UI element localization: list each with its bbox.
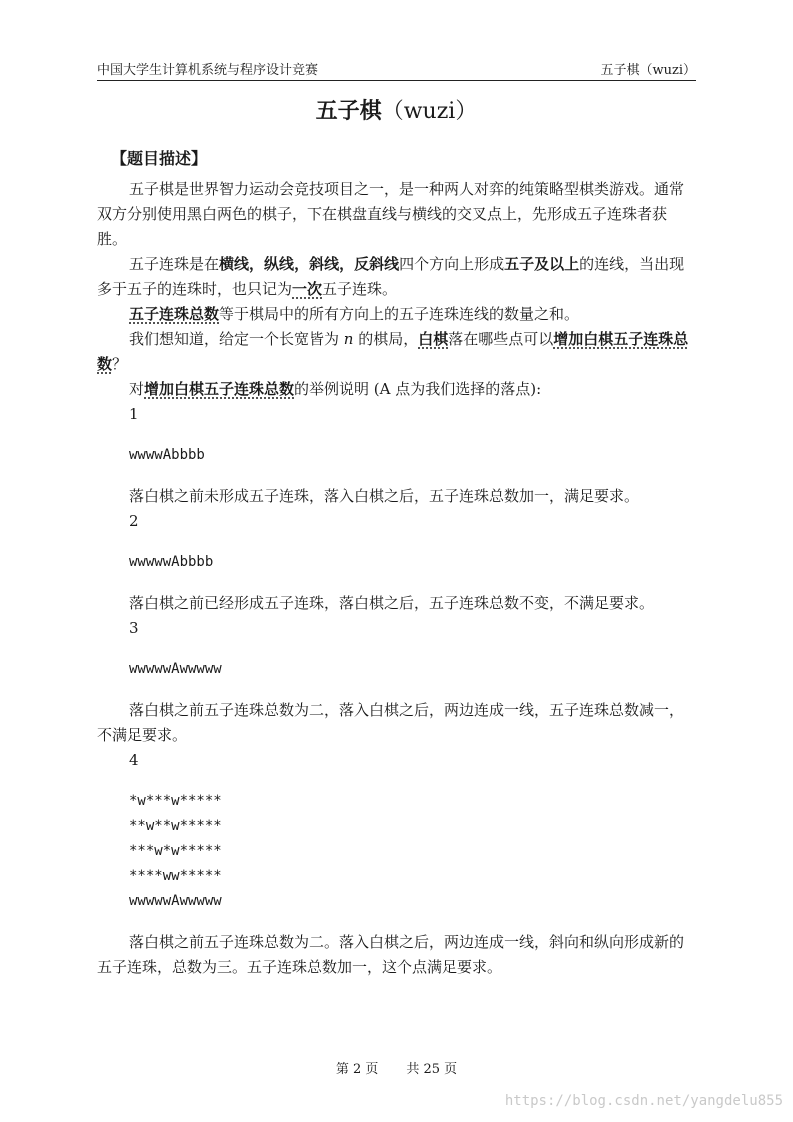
- title-paren: （wuzi）: [381, 99, 478, 124]
- bold-term: 反斜线: [354, 255, 400, 273]
- example-number: 3: [129, 619, 139, 637]
- variable-n: n: [343, 330, 354, 348]
- example-board-line: ****ww*****: [129, 868, 222, 884]
- example-board-line: ***w*w*****: [129, 843, 222, 859]
- paragraph-intro: 五子棋是世界智力运动会竞技项目之一，是一种两人对弈的纯策略型棋类游戏。通常双方分别使用黑白两色的棋子，下在棋盘直线与横线的交叉点上，先形成五子连珠者获胜。: [97, 180, 685, 248]
- page-footer: [0, 1058, 793, 1077]
- page-number: 第 2 页: [335, 1062, 379, 1077]
- example-number: 1: [129, 405, 139, 423]
- example-board-line: wwwwwAwwwww: [129, 893, 222, 909]
- example-board-line: wwwwwAbbbb: [129, 554, 214, 570]
- text: 等于棋局中的所有方向上的五子连珠连线的数量之和。: [219, 305, 580, 323]
- paragraph-question: [97, 327, 696, 377]
- text: 五子连珠。: [322, 280, 398, 298]
- emphasis-term: 五子连珠总数: [129, 305, 220, 323]
- text: 的举例说明 (A 点为我们选择的落点):: [294, 380, 542, 398]
- text: 五子连珠是在: [129, 255, 220, 273]
- bold-term: 横线: [219, 255, 250, 273]
- header-right-text: 五子棋（wuzi）: [600, 63, 696, 78]
- text: 我们想知道，给定一个长宽皆为: [129, 330, 344, 348]
- emphasis-term: 增加白棋五子连珠总数: [144, 380, 295, 398]
- example-number: 2: [129, 512, 139, 530]
- text: ，: [249, 255, 265, 273]
- example-board-line: **w**w*****: [129, 818, 222, 834]
- example-board-line: wwwwAbbbb: [129, 447, 205, 463]
- bold-term: 五子及以上: [504, 255, 580, 273]
- document-body: [97, 146, 696, 980]
- watermark-url: https://blog.csdn.net/yangdelu855: [504, 1093, 783, 1109]
- text: 四个方向上形成: [399, 255, 505, 273]
- document-title: [0, 94, 793, 125]
- text: ，: [294, 255, 310, 273]
- text: 的棋局，: [353, 330, 419, 348]
- paragraph-definition: [97, 252, 696, 302]
- example-board-line: *w***w*****: [129, 793, 222, 809]
- text: 落在哪些点可以: [448, 330, 554, 348]
- page-total: 共 25 页: [406, 1062, 458, 1077]
- title-main: 五子棋: [315, 99, 382, 124]
- section-heading: 【题目描述】: [111, 149, 208, 168]
- page-header: [97, 56, 696, 81]
- emphasis-term: 一次: [292, 280, 323, 298]
- bold-term: 纵线: [264, 255, 295, 273]
- example-description: 落白棋之前五子连珠总数为二，落入白棋之后，两边连成一线，五子连珠总数减一，不满足要求。: [97, 701, 685, 744]
- example-description: 落白棋之前未形成五子连珠，落入白棋之后，五子连珠总数加一，满足要求。: [129, 487, 640, 505]
- example-number: 4: [129, 751, 139, 769]
- bold-term: 斜线: [309, 255, 340, 273]
- paragraph-examples-intro: [97, 377, 696, 402]
- text: 对: [129, 380, 145, 398]
- emphasis-term: 增加白棋五子连珠总数: [97, 330, 689, 373]
- emphasis-term: 白棋: [418, 330, 449, 348]
- paragraph-total-definition: [97, 302, 696, 327]
- header-left-text: 中国大学生计算机系统与程序设计竞赛: [97, 63, 319, 78]
- text: ，: [339, 255, 355, 273]
- text: ？: [112, 355, 128, 373]
- example-description: 落白棋之前已经形成五子连珠，落白棋之后，五子连珠总数不变，不满足要求。: [129, 594, 655, 612]
- example-description: 落白棋之前五子连珠总数为二。落入白棋之后，两边连成一线，斜向和纵向形成新的五子连珠，总数为三。五子连珠总数加一，这个点满足要求。: [97, 933, 685, 976]
- text: 的连线，当出现多于五子的连珠时，也只记为: [97, 255, 685, 298]
- example-board-line: wwwwwAwwwww: [129, 661, 222, 677]
